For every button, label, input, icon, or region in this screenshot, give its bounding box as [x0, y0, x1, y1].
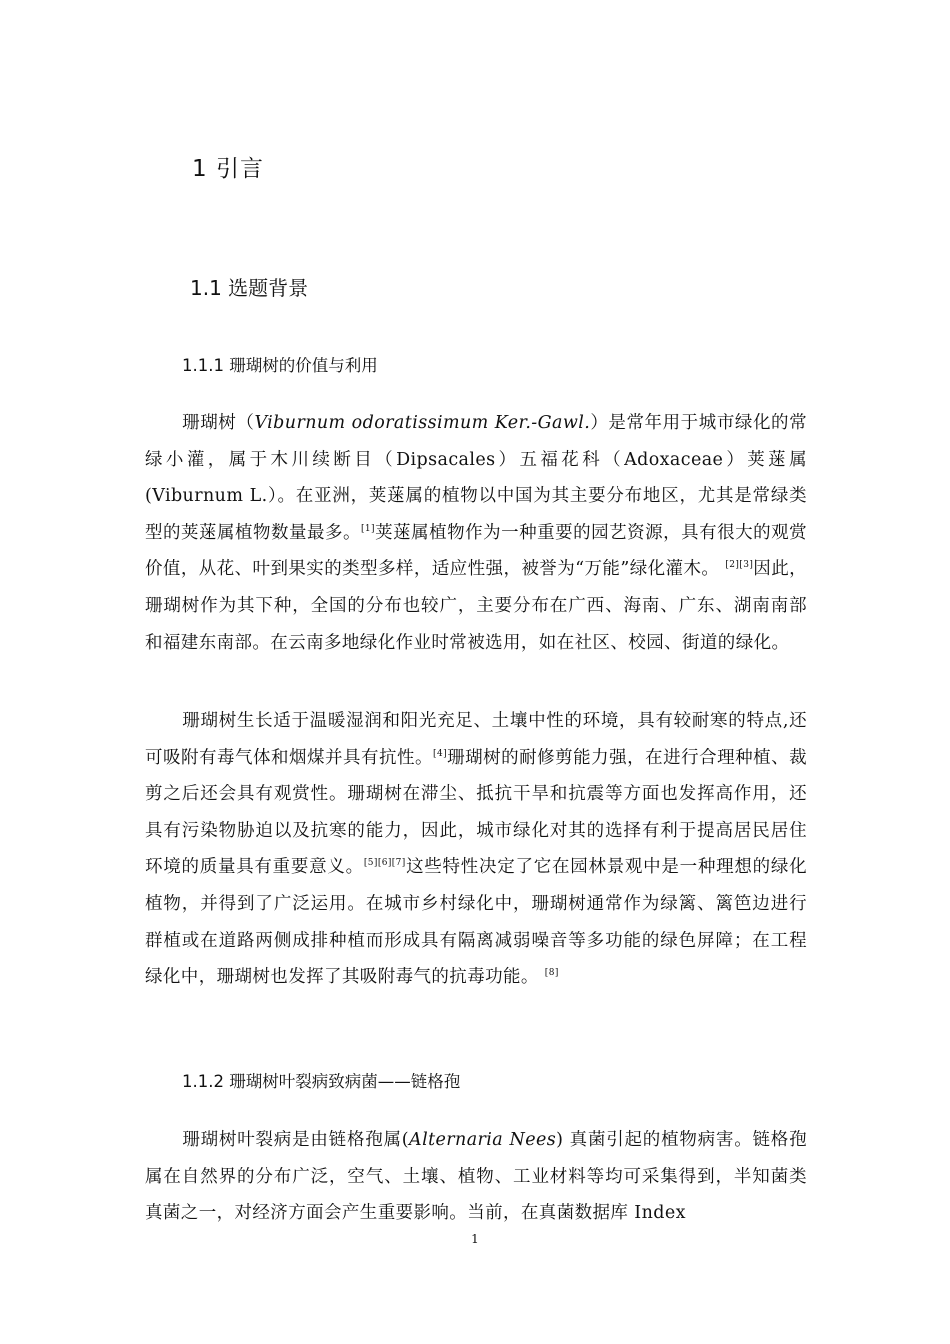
paragraph-text: 珊瑚树（ [182, 413, 255, 433]
subsection-heading-1-1-2: 1.1.2 珊瑚树叶裂病致病菌——链格孢 [182, 1072, 461, 1091]
citation: [4] [433, 748, 447, 759]
citation: [2][3] [725, 560, 754, 571]
citation: [8] [544, 968, 559, 979]
paragraph-1 [145, 405, 807, 661]
subsection-heading-1-1-1: 1.1.1 珊瑚树的价值与利用 [182, 356, 378, 375]
paragraph-text: ）是常年用于城市绿化的常绿小灌，属于木川续断目（Dipsacales）五福花科（Adoxaceae）荚蒾属(Viburnum L.）。在亚洲，荚蒾属的植物以中国为其主要分布地区，尤其是常绿类型的荚蒾属植物数量最多。 [145, 413, 807, 543]
latin-name: Viburnum odoratissimum Ker.-Gawl. [254, 413, 591, 433]
paragraph-text: 珊瑚树叶裂病是由链格孢属( [182, 1130, 410, 1150]
paragraph-text: 珊瑚树的耐修剪能力强，在进行合理种植、裁剪之后还会具有观赏性。珊瑚树在滞尘、抵抗干旱和抗震等方面也发挥高作用，还具有污染物胁迫以及抗寒的能力，因此，城市绿化对其的选择有利于提高居民居住环境的质量具有重要意义。 [145, 747, 808, 878]
page-number: 1 [471, 1232, 479, 1246]
paragraph-text: 因此，珊瑚树作为其下种，全国的分布也较广，主要分布在广西、海南、广东、湖南南部和福建东南部。在云南多地绿化作业时常被选用，如在社区、校园、街道的绿化。 [145, 559, 808, 653]
citation: [1] [361, 523, 375, 534]
paragraph-text: 荚蒾属植物作为一种重要的园艺资源，具有很大的观赏价值，从花、叶到果实的类型多样，适应性强，被誉为“万能”绿化灌木。 [145, 522, 807, 580]
paragraph-text: 珊瑚树生长适于温暖湿润和阳光充足、土壤中性的环境，具有较耐寒的特点,还可吸附有毒气体和烟煤并具有抗性。 [145, 711, 807, 768]
paragraph-2 [145, 703, 807, 996]
latin-name: Alternaria Nees [409, 1130, 557, 1150]
paragraph-text: ) 真菌引起的植物病害。链格孢属在自然界的分布广泛，空气、土壤、植物、工业材料等均可采集得到，半知菌类真菌之一，对经济方面会产生重要影响。当前，在真菌数据库 Index [145, 1130, 807, 1224]
section-heading: 1.1 选题背景 [190, 276, 309, 300]
paragraph-3 [145, 1122, 807, 1232]
chapter-heading: 1 引言 [192, 156, 264, 182]
citation: [5][6][7] [363, 858, 406, 869]
paragraph-text: 这些特性决定了它在园林景观中是一种理想的绿化植物，并得到了广泛运用。在城市乡村绿化中，珊瑚树通常作为绿篱、篱笆边进行群植或在道路两侧成排种植而形成具有隔离减弱噪音等多功能的绿色屏障；在工程绿化中，珊瑚树也发挥了其吸附毒气的抗毒功能。 [145, 857, 807, 988]
